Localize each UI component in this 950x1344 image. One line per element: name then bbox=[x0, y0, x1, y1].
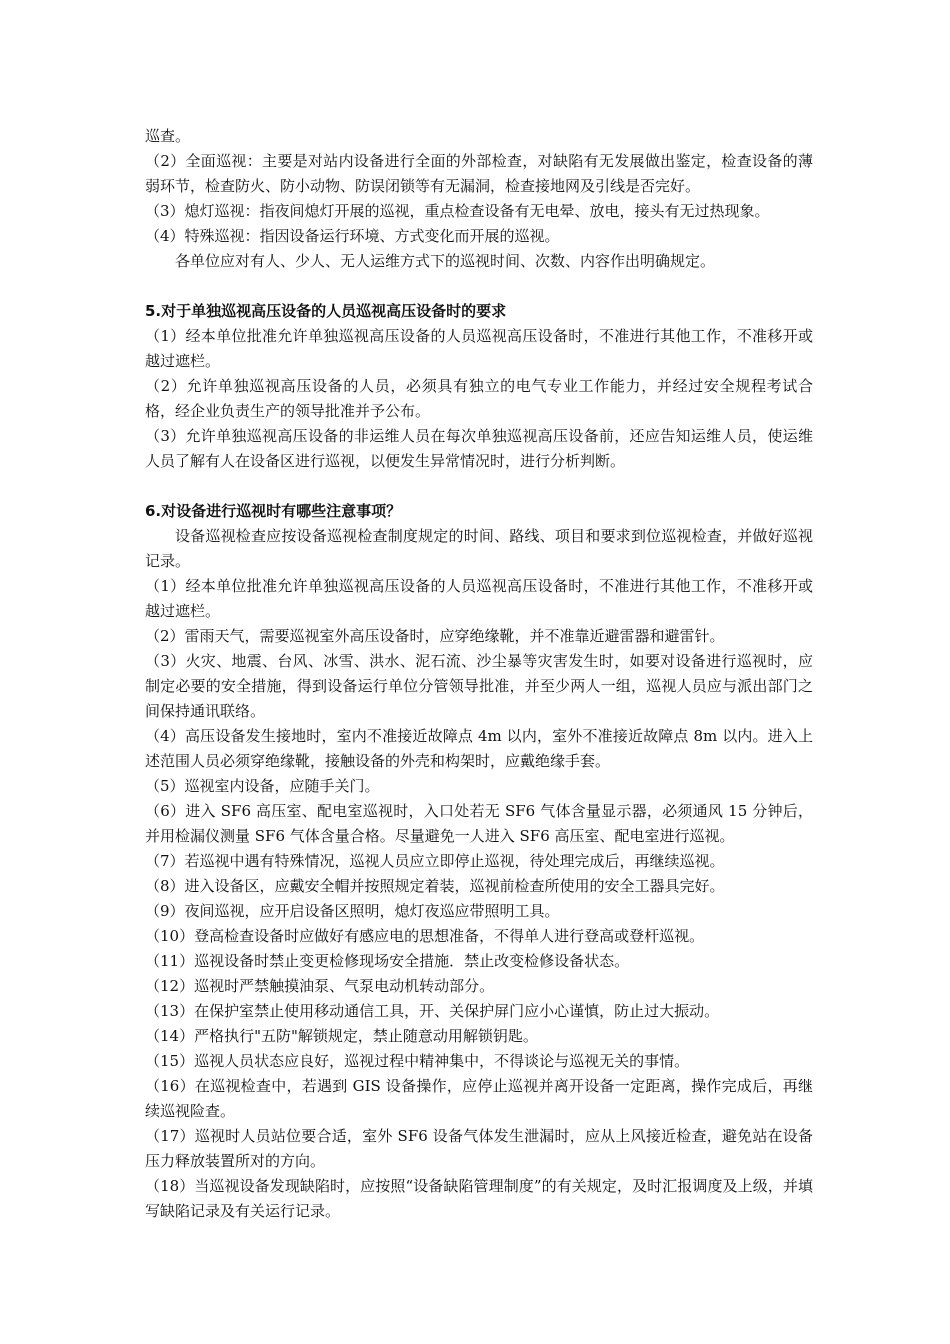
list-item: （6）进入 SF6 高压室、配电室巡视时，入口处若无 SF6 气体含量显示器，必须通风 15 分钟后，并用检漏仪测量 SF6 气体含量合格。尽量避免一人进入 SF6 高压室、配电室进行巡视。 bbox=[145, 802, 813, 845]
list-item: （9）夜间巡视，应开启设备区照明，熄灯夜巡应带照明工具。 bbox=[145, 902, 560, 920]
list-item: （11）巡视设备时禁止变更检修现场安全措施．禁止改变检修设备状态。 bbox=[145, 952, 630, 970]
section-heading: 5.对于单独巡视高压设备的人员巡视高压设备时的要求 bbox=[145, 302, 507, 320]
document-page bbox=[145, 124, 813, 1224]
list-item: （14）严格执行"五防"解锁规定，禁止随意动用解锁钥匙。 bbox=[145, 1027, 538, 1045]
list-item: （7）若巡视中遇有特殊情况，巡视人员应立即停止巡视，待处理完成后，再继续巡视。 bbox=[145, 852, 725, 870]
paragraph: 各单位应对有人、少人、无人运维方式下的巡视时间、次数、内容作出明确规定。 bbox=[175, 252, 716, 270]
list-item: （16）在巡视检查中，若遇到 GIS 设备操作，应停止巡视并离开设备一定距离，操作完成后，再继续巡视险查。 bbox=[145, 1077, 813, 1120]
list-item: （10）登高检查设备时应做好有感应电的思想准备，不得单人进行登高或登杆巡视。 bbox=[145, 927, 705, 945]
list-item: （3）熄灯巡视：指夜间熄灯开展的巡视，重点检查设备有无电晕、放电，接头有无过热现象。 bbox=[145, 202, 770, 220]
list-item: （2）全面巡视：主要是对站内设备进行全面的外部检查，对缺陷有无发展做出鉴定，检查设备的薄弱环节，检查防火、防小动物、防误闭锁等有无漏洞，检查接地网及引线是否完好。 bbox=[145, 152, 813, 195]
list-item: （1）经本单位批准允许单独巡视高压设备的人员巡视高压设备时，不准进行其他工作，不准移开或越过遮栏。 bbox=[145, 327, 813, 370]
list-item: （15）巡视人员状态应良好，巡视过程中精神集中，不得谈论与巡视无关的事情。 bbox=[145, 1052, 690, 1070]
list-item: （18）当巡视设备发现缺陷时，应按照“设备缺陷管理制度”的有关规定，及时汇报调度及上级，并填写缺陷记录及有关运行记录。 bbox=[145, 1177, 813, 1220]
list-item: （12）巡视时严禁触摸油泵、气泵电动机转动部分。 bbox=[145, 977, 495, 995]
paragraph: 巡查。 bbox=[145, 127, 191, 145]
list-item: （8）进入设备区，应戴安全帽并按照规定着装，巡视前检查所使用的安全工器具完好。 bbox=[145, 877, 725, 895]
paragraph: 设备巡视检查应按设备巡视检查制度规定的时间、路线、项目和要求到位巡视检查，并做好巡视记录。 bbox=[145, 527, 813, 570]
list-item: （5）巡视室内设备，应随手关门。 bbox=[145, 777, 380, 795]
list-item: （4）高压设备发生接地时，室内不准接近故障点 4m 以内，室外不准接近故障点 8m 以内。进入上述范围人员必须穿绝缘靴，接触设备的外壳和构架时，应戴绝缘手套。 bbox=[145, 727, 813, 770]
spacer bbox=[145, 474, 813, 499]
list-item: （13）在保护室禁止使用移动通信工具，开、关保护屏门应小心谨慎，防止过大振动。 bbox=[145, 1002, 720, 1020]
list-item: （17）巡视时人员站位要合适，室外 SF6 设备气体发生泄漏时，应从上风接近检查，避免站在设备压力释放装置所对的方向。 bbox=[145, 1127, 813, 1170]
list-item: （4）特殊巡视：指因设备运行环境、方式变化而开展的巡视。 bbox=[145, 227, 560, 245]
section-heading: 6.对设备进行巡视时有哪些注意事项？ bbox=[145, 502, 402, 520]
list-item: （2）雷雨天气，需要巡视室外高压设备时，应穿绝缘靴，并不准靠近避雷器和避雷针。 bbox=[145, 627, 725, 645]
list-item: （1）经本单位批准允许单独巡视高压设备的人员巡视高压设备时，不准进行其他工作，不准移开或越过遮栏。 bbox=[145, 577, 813, 620]
list-item: （3）火灾、地震、台风、冰雪、洪水、泥石流、沙尘暴等灾害发生时，如要对设备进行巡视时，应制定必要的安全措施，得到设备运行单位分管领导批准，并至少两人一组，巡视人员应与派出部门之间保持通讯联络。 bbox=[145, 652, 813, 720]
list-item: （3）允许单独巡视高压设备的非运维人员在每次单独巡视高压设备前，还应告知运维人员，使运维人员了解有人在设备区进行巡视，以便发生异常情况时，进行分析判断。 bbox=[145, 427, 813, 470]
spacer bbox=[145, 274, 813, 299]
list-item: （2）允许单独巡视高压设备的人员，必须具有独立的电气专业工作能力，并经过安全规程考试合格，经企业负责生产的领导批准并予公布。 bbox=[145, 377, 813, 420]
